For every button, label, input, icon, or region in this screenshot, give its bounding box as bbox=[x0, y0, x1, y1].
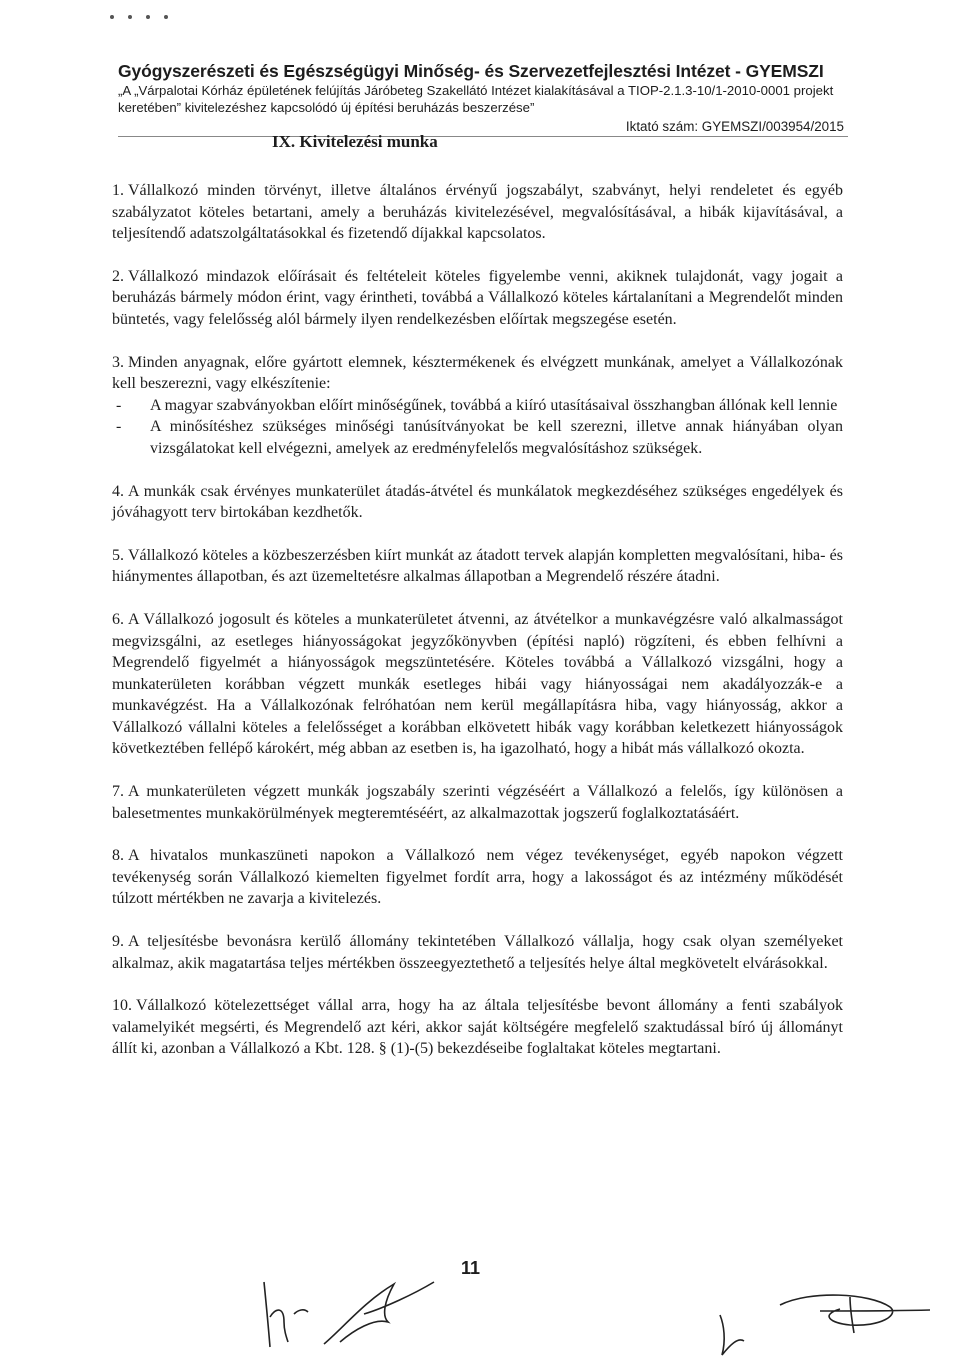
paragraph-number: 6. bbox=[112, 610, 124, 628]
bullet-text: A magyar szabványokban előírt minőségűnek, továbbá a kiíró utasításaival összhangban állónak kell lennie bbox=[150, 396, 838, 414]
paragraph-text: Vállalkozó minden törvényt, illetve általános érvényű jogszabályt, szabványt, helyi rendeletet és egyéb szabályzatot köteles betartani, amely a beruházás kivitelezésével, megvalósításával, a hibák kijavításával, a teljesítendő adatszolgáltatásokkal és fizetendő díjakkal kapcsolatos. bbox=[112, 182, 843, 243]
paragraph-4 bbox=[112, 481, 843, 524]
handwritten-initials-right bbox=[700, 1285, 940, 1360]
project-line-1: „A „Várpalotai Kórház épületének felújítás Járóbeteg Szakellátó Intézet kialakításával a TIOP-2.1.3-10/1-2010-0001 projekt bbox=[118, 83, 834, 98]
paragraph-5 bbox=[112, 545, 843, 588]
paragraph-number: 4. bbox=[112, 482, 124, 500]
paragraph-text: A hivatalos munkaszüneti napokon a Vállalkozó nem végez tevékenységet, egyéb napokon végzett tevékenység során Vállalkozó kiemelten figyelmet fordít arra, hogy a lakosságot és az intézmény működését túlzott mértékben ne zavarja a kivitelezés. bbox=[112, 847, 843, 908]
paragraph-number: 3. bbox=[112, 353, 124, 371]
paragraph-text: Minden anyagnak, előre gyártott elemnek, késztermékenek és elvégzett munkának, amelyet a Vállalkozónak kell beszerezni, vagy elkészítenie: bbox=[112, 353, 843, 393]
paragraph-number: 2. bbox=[112, 267, 124, 285]
paragraph-text: A Vállalkozó jogosult és köteles a munkaterületet átvenni, az átvételkor a munkavégzésre való alkalmasságot megvizsgálni, az esetleges hiányosságokat jegyzőkönyvben (építési napló) rögzíteni, és ebben felhívni a Megrendelő figyelmét a hiányosságok megszüntetésére. Köteles továbbá a Vállalkozó vizsgálni, hogy a munkaterületen korábban végzett munkák esetleges hibái vagy hiányosságai nem akadályozzák-e a munkavégzést. Ha a Vállalkozónak felróhatóan nem kerül megállapításra hiba, vagy hiányosság, akkor a Vállalkozó vállalni köteles a felelősséget a korábban elkövetett hibák vagy korábban keletkezett hiányosságok következtében fellépő károkért, még abban az esetben is, ha igazolható, hogy a hibát más vállalkozó okozta. bbox=[112, 610, 843, 758]
paragraph-text: Vállalkozó köteles a közbeszerzésben kiírt munkát az átadott tervek alapján kompletten megvalósítani, hiba- és hiánymentes állapotban, és azt üzemeltetésre alkalmas állapotban a Megrendelő részére átadni. bbox=[112, 546, 843, 586]
paragraph-1 bbox=[112, 180, 843, 245]
bullet-item bbox=[112, 395, 843, 417]
organization-title: Gyógyszerészeti és Egészségügyi Minőség- és Szervezetfejlesztési Intézet - GYEMSZI bbox=[118, 61, 824, 81]
paragraph-2 bbox=[112, 266, 843, 331]
paragraph-text: A munkaterületen végzett munkák jogszabály szerinti végzéséért a Vállalkozó a felelős, így különösen a balesetmentes munkakörülmények megteremtéséért, az alkalmazottak jogszerű foglalkoztatásáért. bbox=[112, 783, 843, 822]
paragraph-number: 8. bbox=[112, 847, 124, 865]
paragraph-9 bbox=[112, 931, 843, 974]
body-text bbox=[112, 180, 843, 1081]
bullet-list bbox=[112, 395, 843, 460]
paragraph-7 bbox=[112, 781, 843, 824]
scan-marks bbox=[110, 6, 182, 24]
paragraph-6 bbox=[112, 609, 843, 760]
paragraph-number: 9. bbox=[112, 933, 124, 951]
paragraph-text: Vállalkozó kötelezettséget vállal arra, hogy ha az általa teljesítésbe bevont állomány a fenti szabályok valamelyikét megsérti, és Megrendelő azt kéri, akkor saját költségére megfelelő szaktudással bíró új állományt állít ki, azonban a Vállalkozó a Kbt. 128. § (1)-(5) bekezdéseibe foglaltakat köteles megtartani. bbox=[112, 997, 843, 1058]
scan-dot bbox=[110, 15, 114, 19]
reference-number: Iktató szám: GYEMSZI/003954/2015 bbox=[118, 118, 848, 137]
paragraph-text: Vállalkozó mindazok előírásait és feltételeit köteles figyelembe venni, akiknek tulajdonát, vagy jogait a beruházás bármely módon érint, vagy érintheti, továbbá a Vállalkozó köteles kártalanítani a Megrendelőt minden büntetés, vagy felelősség alól bármely ilyen rendelkezésben előírtak megszegése esetén. bbox=[112, 267, 843, 328]
paragraph-number: 1. bbox=[112, 182, 124, 199]
scan-dot bbox=[128, 15, 132, 19]
handwritten-initials-left bbox=[254, 1272, 454, 1352]
paragraph-number: 5. bbox=[112, 546, 124, 564]
bullet-item bbox=[112, 416, 843, 459]
paragraph-number: 10. bbox=[112, 997, 132, 1015]
paragraph-text: A munkák csak érvényes munkaterület átadás-átvétel és munkálatok megkezdéséhez szükséges engedélyek és jóváhagyott terv birtokában kezdhetők. bbox=[112, 482, 843, 522]
paragraph-8 bbox=[112, 845, 843, 910]
section-title: IX. Kivitelezési munka bbox=[272, 132, 438, 151]
scan-dot bbox=[146, 15, 150, 19]
document-header bbox=[118, 60, 848, 137]
paragraph-10 bbox=[112, 995, 843, 1060]
page-number: 11 bbox=[461, 1258, 481, 1278]
paragraph-number: 7. bbox=[112, 783, 124, 801]
bullet-dash: - bbox=[116, 396, 122, 414]
bullet-text: A minősítéshez szükséges minőségi tanúsítványokat be kell szerezni, illetve annak hiányában olyan vizsgálatokat kell elvégezni, amelyek az eredményfelelős megvalósításhoz szükségek. bbox=[150, 418, 843, 457]
paragraph-3 bbox=[112, 352, 843, 460]
project-line-2: keretében” kivitelezéshez kapcsolódó új építési beruházás beszerzése” bbox=[118, 100, 535, 115]
scan-dot bbox=[164, 15, 168, 19]
bullet-dash: - bbox=[116, 418, 122, 436]
paragraph-text: A teljesítésbe bevonásra kerülő állomány tekintetében Vállalkozó vállalja, hogy csak olyan személyeket alkalmaz, akik magatartása teljes mértékben összeegyeztethető a teljesítés helye által megkövetelt elvárásokkal. bbox=[112, 933, 843, 972]
